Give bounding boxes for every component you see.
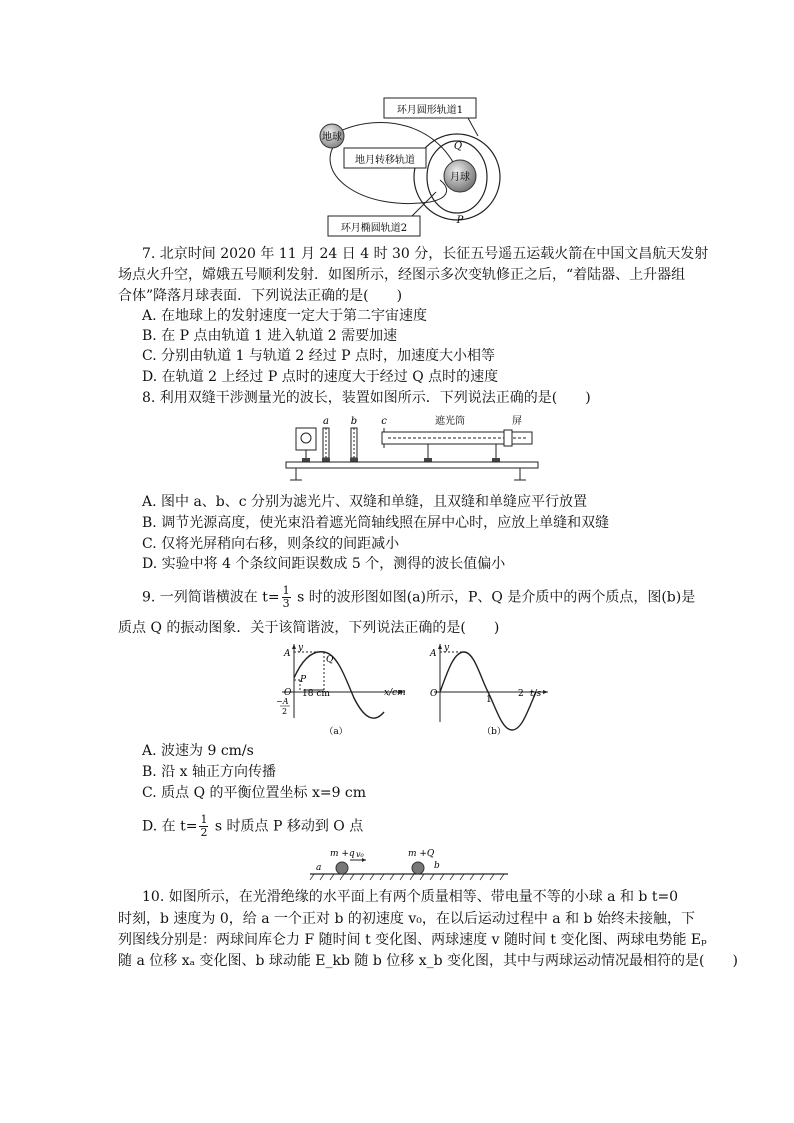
q9-optD-post: s 时质点 P 移动到 O 点 <box>210 818 364 835</box>
q8-option-d: D. 实验中将 4 个条纹间距误数成 5 个，测得的波长值偏小 <box>142 556 506 572</box>
graph-a-Q: Q <box>326 655 334 665</box>
graph-a-negA: −A <box>276 697 289 706</box>
graph-a-O: O <box>284 688 292 698</box>
graph-a-A: A <box>284 649 291 659</box>
q10-line2: 时刻，b 速度为 0，给 a 一个正对 b 的初速度 v₀，在以后运动过程中 a 和 b 始终未接触，下 <box>118 911 695 927</box>
earth-label: 地球 <box>322 132 342 143</box>
two-balls-figure <box>306 844 512 884</box>
q10-line4: 随 a 位移 xₐ 变化图、b 球动能 E_kb 随 b 位移 x_b 变化图，其中与两球运动情况最相符的是( ) <box>118 953 738 969</box>
graph-b-t2: 2 <box>518 689 524 699</box>
graph-a-P: P <box>300 675 307 685</box>
q9-optD-den: 2 <box>200 826 208 839</box>
q7-line2: 场点火升空，嫦娥五号顺利发射．如图所示，经图示多次变轨修正之后，“着陆器、上升器组 <box>118 267 686 283</box>
vibration-graph-b <box>424 640 554 740</box>
graph-b-t1: 1 <box>486 695 492 705</box>
label-a: a <box>323 416 329 427</box>
q8-option-a: A. 图中 a、b、c 分别为滤光片、双缝和单缝，且双缝和单缝应平行放置 <box>142 494 588 510</box>
graph-b-y: y <box>444 643 450 653</box>
q9-option-d <box>142 814 363 839</box>
ball-b-charge: m +Q <box>408 849 435 859</box>
q9-line1 <box>142 585 695 610</box>
q7-option-b: B. 在 P 点由轨道 1 进入轨道 2 需要加速 <box>142 328 398 344</box>
v0-label: v₀ <box>356 850 364 859</box>
label-c: c <box>381 416 387 427</box>
transfer-label: 地月转移轨道 <box>355 155 415 166</box>
graph-a-caption: （a） <box>324 727 348 737</box>
wave-graph-a <box>272 640 412 740</box>
q7-option-d: D. 在轨道 2 上经过 P 点时的速度大于经过 Q 点时的速度 <box>142 369 499 385</box>
q8-option-c: C. 仅将光屏稍向右移，则条纹的间距减小 <box>142 536 400 552</box>
graph-a-xaxis: x/cm <box>384 688 406 698</box>
orbit1-label: 环月圆形轨道1 <box>396 105 464 116</box>
q10-line3: 列图线分别是：两球间库仑力 F 随时间 t 变化图、两球速度 v 随时间 t 变化图、两球电势能 Eₚ <box>118 932 707 948</box>
graph-a-y: y <box>298 643 304 653</box>
q8-option-b: B. 调节光源高度，使光束沿着遮光筒轴线照在屏中心时，应放上单缝和双缝 <box>142 515 610 531</box>
orbit2-label: 环月椭圆轨道2 <box>340 223 408 234</box>
graph-b-O: O <box>430 689 438 699</box>
label-b: b <box>350 416 358 427</box>
ball-a-label: a <box>316 863 322 873</box>
ball-b-label: b <box>434 861 440 871</box>
q9-option-c: C. 质点 Q 的平衡位置坐标 x=9 cm <box>142 785 367 801</box>
ball-b <box>412 862 424 874</box>
q7-line1: 7. 北京时间 2020 年 11 月 24 日 4 时 30 分，长征五号遥五运载火箭在中国文昌航天发射 <box>142 246 709 262</box>
graph-b-A: A <box>430 649 437 659</box>
point-p-label: P <box>456 215 464 226</box>
graph-a-half: 2 <box>282 707 288 716</box>
q9-optD-pre: D. 在 t= <box>142 818 198 835</box>
q9-fraction <box>282 585 291 610</box>
graph-b-taxis: t/s <box>530 689 542 699</box>
q9-line1-pre: 9. 一列简谐横波在 t= <box>142 589 280 606</box>
graph-b-caption: （b） <box>482 727 506 737</box>
q9-option-b: B. 沿 x 轴正方向传播 <box>142 764 276 780</box>
ball-a <box>336 862 348 874</box>
ball-a-charge: m +q <box>330 849 355 859</box>
q10-line1: 10. 如图所示，在光滑绝缘的水平面上有两个质量相等、带电量不等的小球 a 和 b t=0 <box>142 889 679 905</box>
orbit-figure <box>300 92 520 242</box>
q9-frac-den: 3 <box>282 597 290 610</box>
q9-line2: 质点 Q 的振动图象．关于该简谐波，下列说法正确的是( ) <box>118 620 500 636</box>
moon-label: 月球 <box>450 172 470 183</box>
q9-frac-num: 1 <box>282 584 290 597</box>
label-tube: 遮光筒 <box>435 416 465 427</box>
q7-line3: 合体”降落月球表面．下列说法正确的是( ) <box>118 288 403 304</box>
point-q-label: Q <box>453 141 463 152</box>
q9-line1-post: s 时的波形图如图(a)所示，P、Q 是介质中的两个质点，图(b)是 <box>292 589 696 606</box>
q7-option-a: A. 在地球上的发射速度一定大于第二宇宙速度 <box>142 308 428 324</box>
double-slit-apparatus <box>282 412 542 492</box>
q9-optD-fraction <box>199 814 208 839</box>
q8-line1: 8. 利用双缝干涉测量光的波长，装置如图所示．下列说法正确的是( ) <box>142 390 591 406</box>
q7-option-c: C. 分别由轨道 1 与轨道 2 经过 P 点时，加速度大小相等 <box>142 348 496 364</box>
graph-a-dist: 18 cm <box>302 689 330 699</box>
label-screen: 屏 <box>512 416 522 427</box>
q9-optD-num: 1 <box>200 813 208 826</box>
q9-option-a: A. 波速为 9 cm/s <box>142 743 254 759</box>
